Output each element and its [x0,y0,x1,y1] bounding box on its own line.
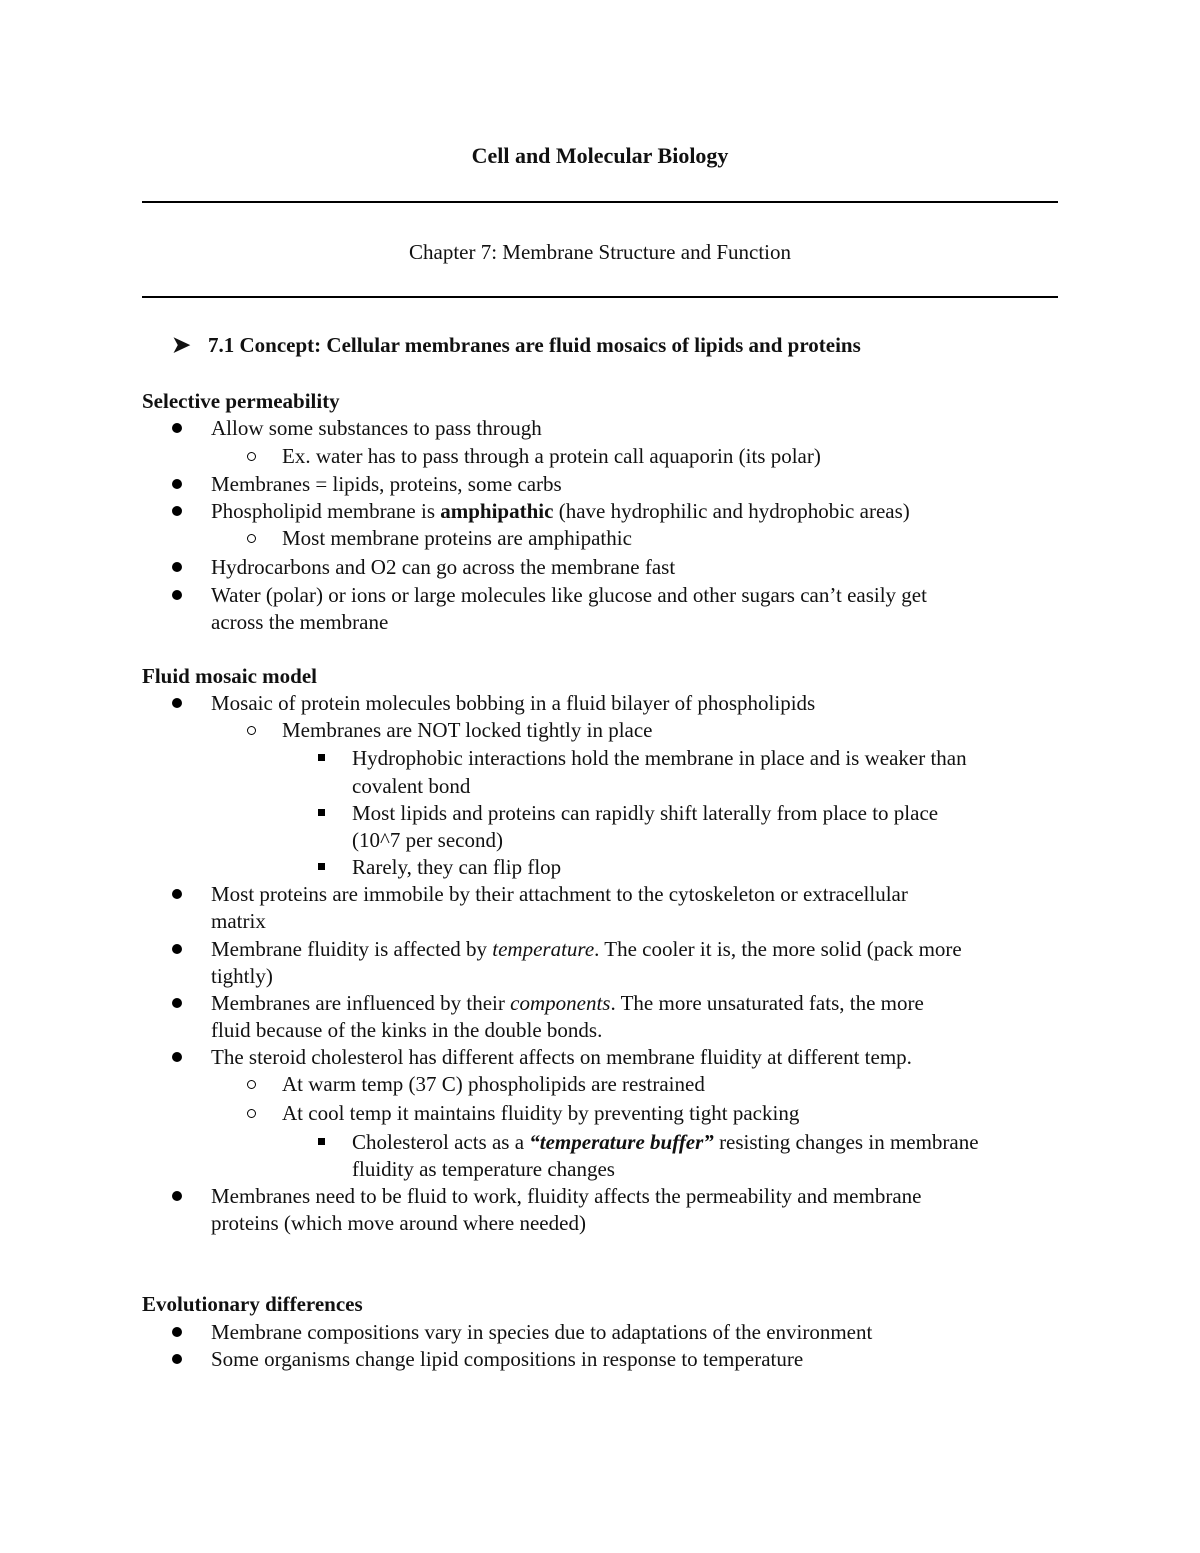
bullet-dot-icon [172,498,182,525]
list-item: Hydrocarbons and O2 can go across the membrane fast [211,555,676,579]
list-item: Membranes are influenced by their components. The more unsaturated fats, the more [211,991,924,1015]
bullet-circle-icon [247,525,256,552]
bullet-circle-icon [247,1071,256,1098]
list-item: Ex. water has to pass through a protein call aquaporin (its polar) [282,444,821,468]
list-item: Membranes need to be fluid to work, fluidity affects the permeability and membrane [211,1184,922,1208]
bullet-square-icon [318,854,325,881]
section-heading-fluid: Fluid mosaic model [142,664,318,688]
bold-term: amphipathic [440,499,554,523]
top-divider [142,201,1058,203]
bullet-square-icon [318,745,325,772]
list-item-continuation: (10^7 per second) [352,828,503,852]
bullet-dot-icon [172,936,182,963]
list-item: The steroid cholesterol has different affects on membrane fluidity at different temp. [211,1045,912,1069]
bullet-dot-icon [172,554,182,581]
list-item: Most proteins are immobile by their attachment to the cytoskeleton or extracellular [211,882,908,906]
bullet-circle-icon [247,717,256,744]
bullet-dot-icon [172,690,182,717]
bullet-dot-icon [172,582,182,609]
bullet-dot-icon [172,990,182,1017]
list-item: At cool temp it maintains fluidity by preventing tight packing [282,1101,800,1125]
list-item-continuation: proteins (which move around where needed) [211,1211,586,1235]
bold-italic-term: “temperature buffer” [529,1130,714,1154]
list-item: Membrane fluidity is affected by temperature. The cooler it is, the more solid (pack more [211,937,962,961]
list-item: Rarely, they can flip flop [352,855,562,879]
list-item: At warm temp (37 C) phospholipids are restrained [282,1072,705,1096]
list-item: Some organisms change lipid compositions in response to temperature [211,1347,804,1371]
list-item: Phospholipid membrane is amphipathic (have hydrophilic and hydrophobic areas) [211,499,910,523]
bullet-square-icon [318,800,325,827]
italic-term: components [510,991,611,1015]
list-item: Allow some substances to pass through [211,416,542,440]
section-heading-selective: Selective permeability [142,389,340,413]
list-item-continuation: fluid because of the kinks in the double bonds. [211,1018,603,1042]
list-item: Most lipids and proteins can rapidly shift laterally from place to place [352,801,939,825]
list-item-continuation: across the membrane [211,610,389,634]
concept-heading [172,332,861,358]
bottom-divider [142,296,1058,298]
bullet-dot-icon [172,471,182,498]
bullet-dot-icon [172,415,182,442]
bullet-dot-icon [172,1044,182,1071]
list-item: Membrane compositions vary in species due to adaptations of the environment [211,1320,873,1344]
bullet-dot-icon [172,1183,182,1210]
document-title: Cell and Molecular Biology [471,143,729,168]
bullet-circle-icon [247,443,256,470]
bullet-dot-icon [172,1319,182,1346]
concept-text: 7.1 Concept: Cellular membranes are fluid mosaics of lipids and proteins [208,333,861,357]
list-item: Membranes = lipids, proteins, some carbs [211,472,562,496]
list-item-continuation: matrix [211,909,266,933]
bullet-dot-icon [172,881,182,908]
bullet-circle-icon [247,1100,256,1127]
arrow-bullet-icon: ➤ [172,332,191,357]
list-item: Hydrophobic interactions hold the membrane in place and is weaker than [352,746,967,770]
list-item: Cholesterol acts as a “temperature buffer” resisting changes in membrane [352,1130,979,1154]
bullet-dot-icon [172,1346,182,1373]
list-item-continuation: covalent bond [352,774,471,798]
chapter-title: Chapter 7: Membrane Structure and Function [409,240,791,264]
list-item: Membranes are NOT locked tightly in place [282,718,653,742]
italic-term: temperature [492,937,595,961]
bullet-square-icon [318,1129,325,1156]
list-item-continuation: fluidity as temperature changes [352,1157,615,1181]
list-item: Mosaic of protein molecules bobbing in a fluid bilayer of phospholipids [211,691,816,715]
list-item: Most membrane proteins are amphipathic [282,526,632,550]
list-item: Water (polar) or ions or large molecules like glucose and other sugars can’t easily get [211,583,927,607]
list-item-continuation: tightly) [211,964,273,988]
section-heading-evolution: Evolutionary differences [142,1292,363,1316]
